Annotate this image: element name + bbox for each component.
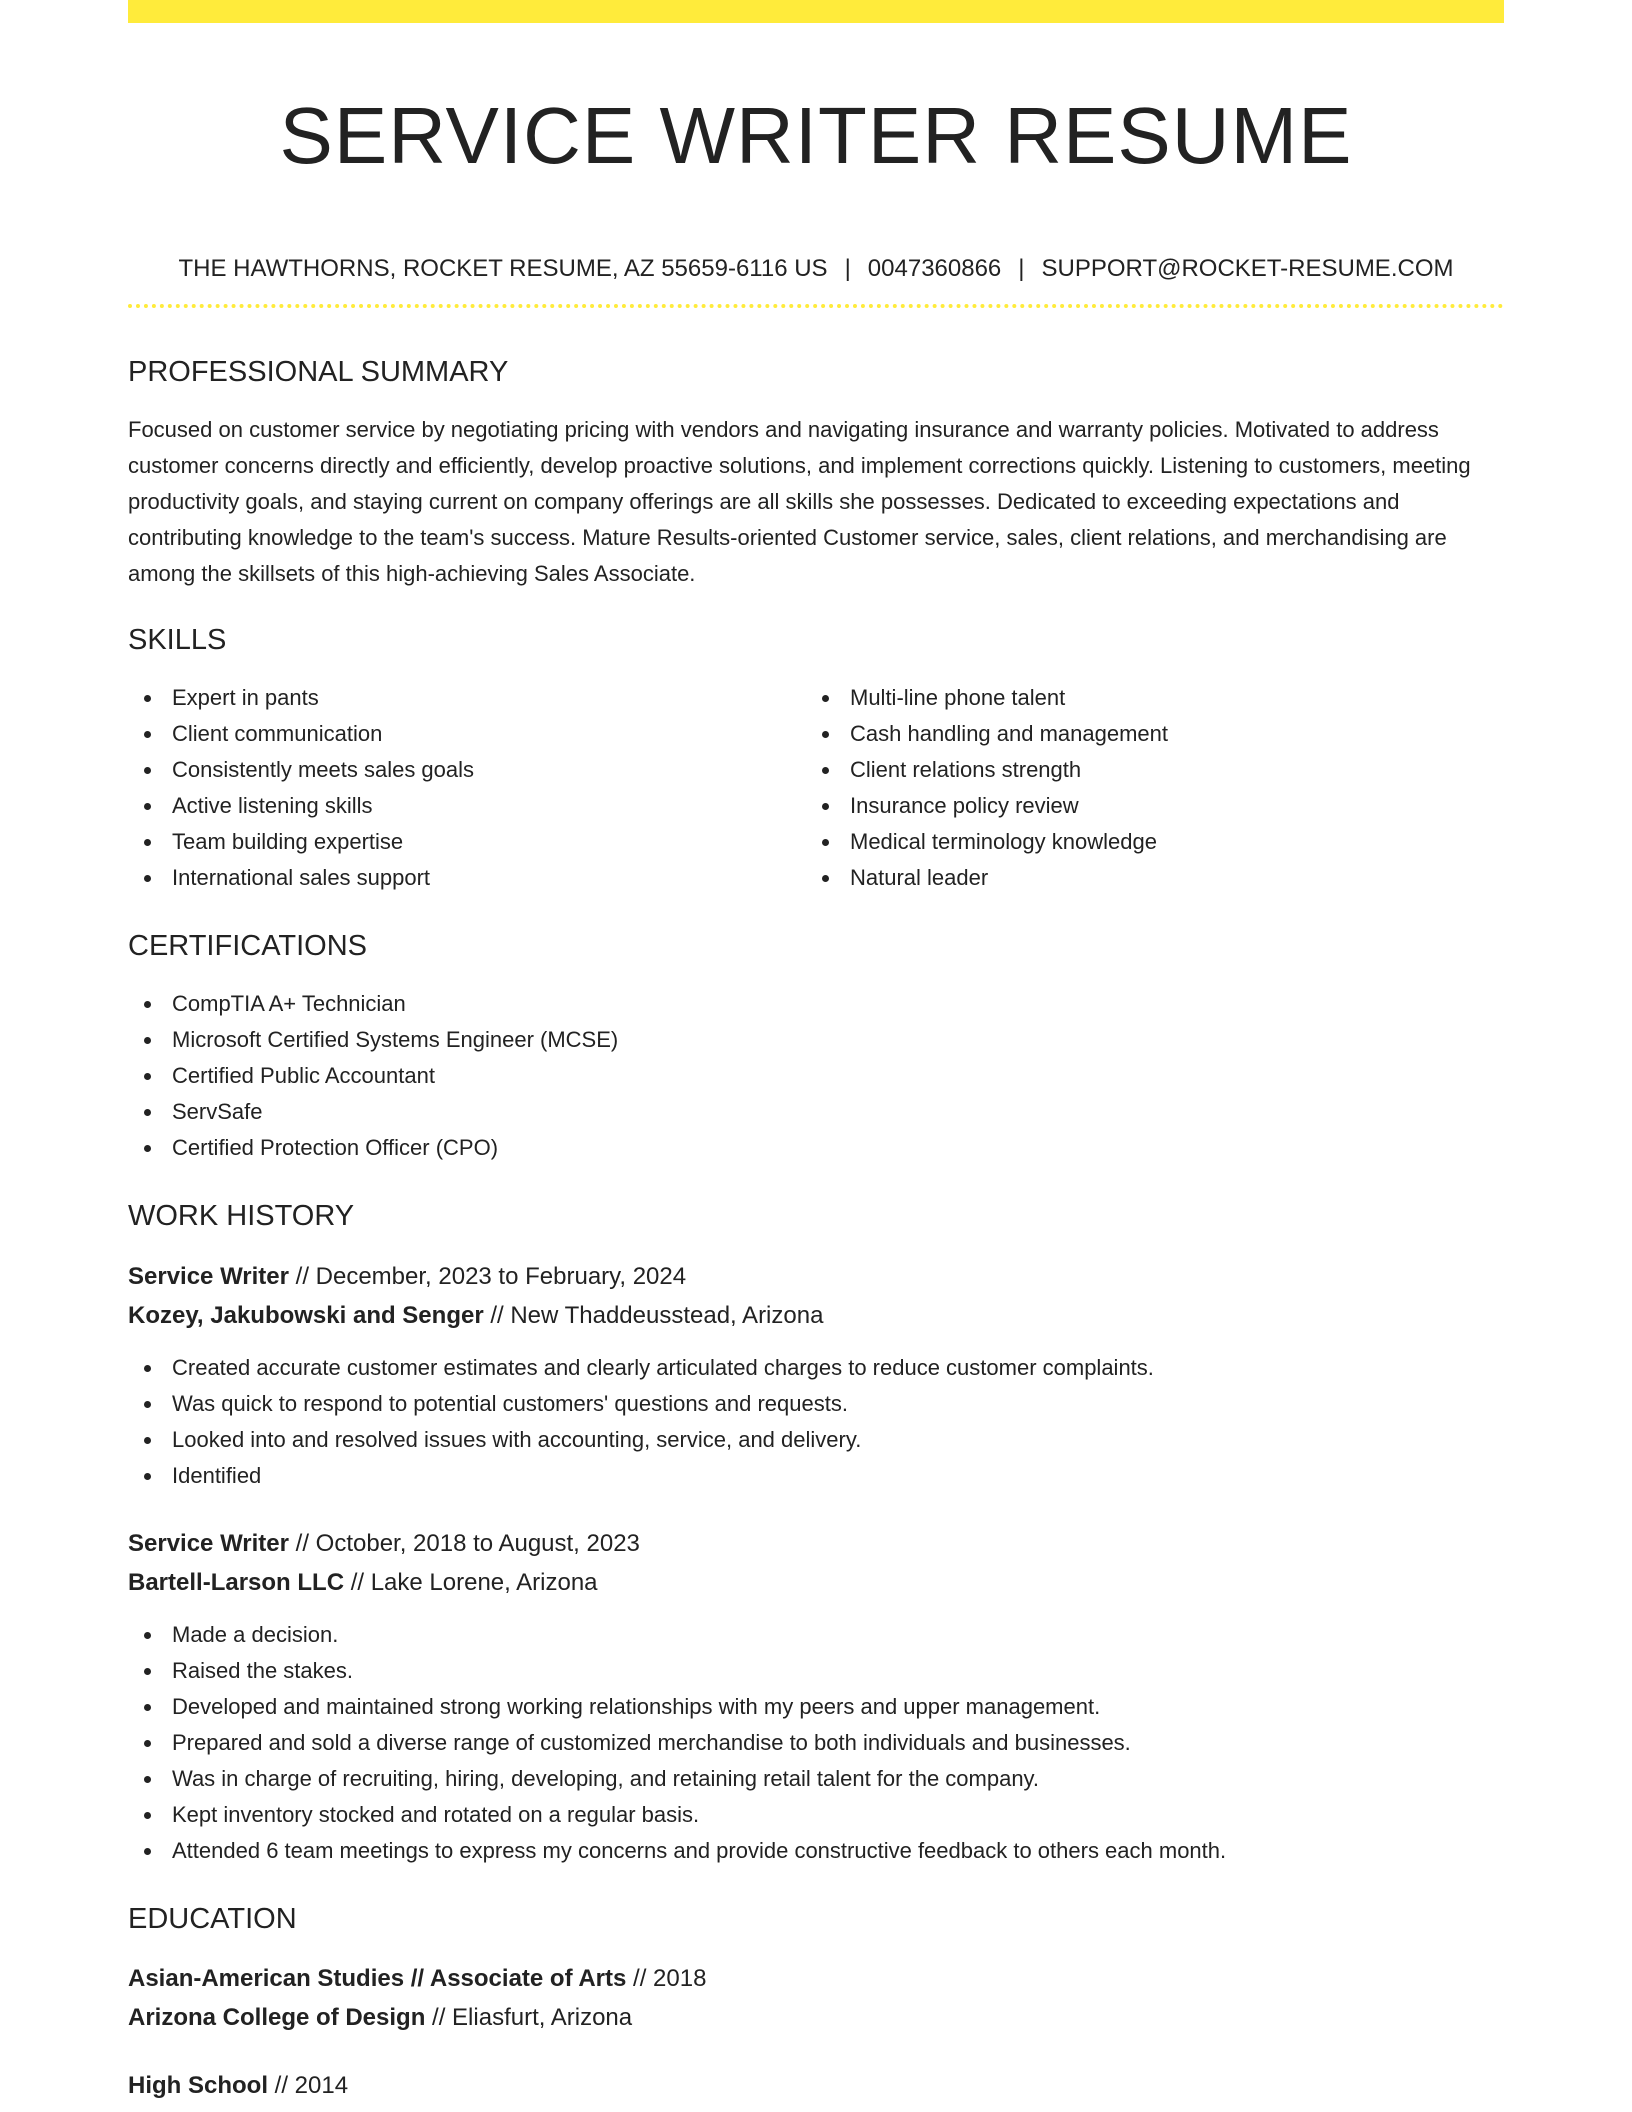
job-separator: // bbox=[344, 1569, 371, 1596]
job-entry bbox=[128, 1524, 1504, 1869]
skill-item: Expert in pants bbox=[128, 680, 806, 716]
certification-item: Certified Protection Officer (CPO) bbox=[128, 1130, 1504, 1166]
education-entry bbox=[128, 2066, 1504, 2105]
job-bullets bbox=[128, 1350, 1504, 1494]
certification-item: ServSafe bbox=[128, 1094, 1504, 1130]
job-bullet: Prepared and sold a diverse range of customized merchandise to both individuals and businesses. bbox=[128, 1725, 1504, 1761]
contact-separator: | bbox=[1018, 255, 1025, 282]
skill-item: Active listening skills bbox=[128, 788, 806, 824]
job-bullet: Kept inventory stocked and rotated on a regular basis. bbox=[128, 1797, 1504, 1833]
job-separator: // bbox=[483, 1302, 511, 1329]
education-separator: // bbox=[268, 2072, 295, 2099]
skill-item: Cash handling and management bbox=[806, 716, 1484, 752]
job-location: New Thaddeusstead, Arizona bbox=[510, 1302, 824, 1329]
education-year: 2018 bbox=[653, 1965, 707, 1992]
certification-item: Microsoft Certified Systems Engineer (MCSE) bbox=[128, 1022, 1504, 1058]
certifications-list bbox=[128, 986, 1504, 1166]
job-location: Lake Lorene, Arizona bbox=[370, 1569, 598, 1596]
skill-item: Client relations strength bbox=[806, 752, 1484, 788]
job-bullet: Raised the stakes. bbox=[128, 1653, 1504, 1689]
resume-title: SERVICE WRITER RESUME bbox=[279, 91, 1353, 180]
education-separator: // bbox=[425, 2004, 453, 2031]
job-bullets bbox=[128, 1617, 1504, 1869]
job-company: Bartell-Larson LLC bbox=[128, 1569, 345, 1596]
skills-left-column bbox=[128, 680, 806, 896]
education-year: 2014 bbox=[294, 2072, 349, 2099]
skill-item: Team building expertise bbox=[128, 824, 806, 860]
job-dates: December, 2023 to February, 2024 bbox=[315, 1263, 687, 1290]
contact-line bbox=[128, 252, 1504, 286]
job-title-line bbox=[128, 1524, 1504, 1563]
skills-right-column bbox=[806, 680, 1484, 896]
job-bullet: Attended 6 team meetings to express my concerns and provide constructive feedback to others each month. bbox=[128, 1833, 1504, 1869]
education-degree: High School bbox=[128, 2072, 268, 2099]
education-degree-line bbox=[128, 1959, 1504, 1998]
skill-item: Client communication bbox=[128, 716, 806, 752]
job-bullet: Was quick to respond to potential customers' questions and requests. bbox=[128, 1386, 1504, 1422]
education-degree: Asian-American Studies // Associate of Arts bbox=[128, 1965, 627, 1992]
top-accent-bar bbox=[128, 0, 1504, 23]
job-bullet: Looked into and resolved issues with accounting, service, and delivery. bbox=[128, 1422, 1504, 1458]
job-bullet: Was in charge of recruiting, hiring, developing, and retaining retail talent for the company. bbox=[128, 1761, 1504, 1797]
contact-phone: 0047360866 bbox=[867, 255, 1002, 282]
job-separator: // bbox=[288, 1263, 316, 1290]
certification-item: CompTIA A+ Technician bbox=[128, 986, 1504, 1022]
resume-content bbox=[128, 0, 1504, 2105]
skill-item: Medical terminology knowledge bbox=[806, 824, 1484, 860]
job-dates: October, 2018 to August, 2023 bbox=[315, 1530, 640, 1557]
education-separator: // bbox=[626, 1965, 654, 1992]
contact-email: SUPPORT@ROCKET-RESUME.COM bbox=[1041, 255, 1454, 282]
job-separator: // bbox=[288, 1530, 316, 1557]
contact-separator: | bbox=[844, 255, 851, 282]
job-title: Service Writer bbox=[128, 1530, 289, 1557]
job-bullet: Developed and maintained strong working relationships with my peers and upper management. bbox=[128, 1689, 1504, 1725]
education-heading: EDUCATION bbox=[128, 1903, 297, 1935]
job-title-line bbox=[128, 1257, 1504, 1296]
skill-item: Insurance policy review bbox=[806, 788, 1484, 824]
work-history-heading: WORK HISTORY bbox=[128, 1200, 355, 1232]
skills-right-list bbox=[806, 680, 1484, 896]
job-entry bbox=[128, 1257, 1504, 1494]
skills-heading: SKILLS bbox=[128, 624, 227, 656]
job-bullet: Identified bbox=[128, 1458, 1504, 1494]
summary-heading: PROFESSIONAL SUMMARY bbox=[128, 356, 509, 388]
skill-item: Natural leader bbox=[806, 860, 1484, 896]
education-degree-line bbox=[128, 2066, 1504, 2105]
job-company-line bbox=[128, 1563, 1504, 1602]
skills-left-list bbox=[128, 680, 806, 896]
certifications-heading: CERTIFICATIONS bbox=[128, 930, 367, 962]
certification-item: Certified Public Accountant bbox=[128, 1058, 1504, 1094]
skills-columns bbox=[128, 680, 1504, 896]
job-bullet: Created accurate customer estimates and clearly articulated charges to reduce customer complaints. bbox=[128, 1350, 1504, 1386]
job-company: Kozey, Jakubowski and Senger bbox=[128, 1302, 484, 1329]
skill-item: Consistently meets sales goals bbox=[128, 752, 806, 788]
header-divider bbox=[128, 304, 1504, 308]
skill-item: International sales support bbox=[128, 860, 806, 896]
job-company-line bbox=[128, 1296, 1504, 1335]
education-school-line bbox=[128, 1998, 1504, 2037]
contact-address: THE HAWTHORNS, ROCKET RESUME, AZ 55659-6116 US bbox=[178, 255, 828, 282]
education-entry bbox=[128, 1959, 1504, 2037]
skill-item: Multi-line phone talent bbox=[806, 680, 1484, 716]
job-title: Service Writer bbox=[128, 1263, 289, 1290]
job-bullet: Made a decision. bbox=[128, 1617, 1504, 1653]
education-location: Eliasfurt, Arizona bbox=[452, 2004, 633, 2031]
education-school: Arizona College of Design bbox=[128, 2004, 426, 2031]
summary-text: Focused on customer service by negotiating pricing with vendors and navigating insurance and warranty policies. Motivated to address customer concerns directly and efficiently, develop proactive solutions, and implement corrections quickly. Listening to customers, meeting productivity goals, and staying current on company offerings are all skills she possesses. Dedicated to exceeding expectations and contributing knowledge to the team's success. Mature Results-oriented Customer service, sales, client relations, and merchandising are among the skillsets of this high-achieving Sales Associate. bbox=[128, 417, 1471, 586]
